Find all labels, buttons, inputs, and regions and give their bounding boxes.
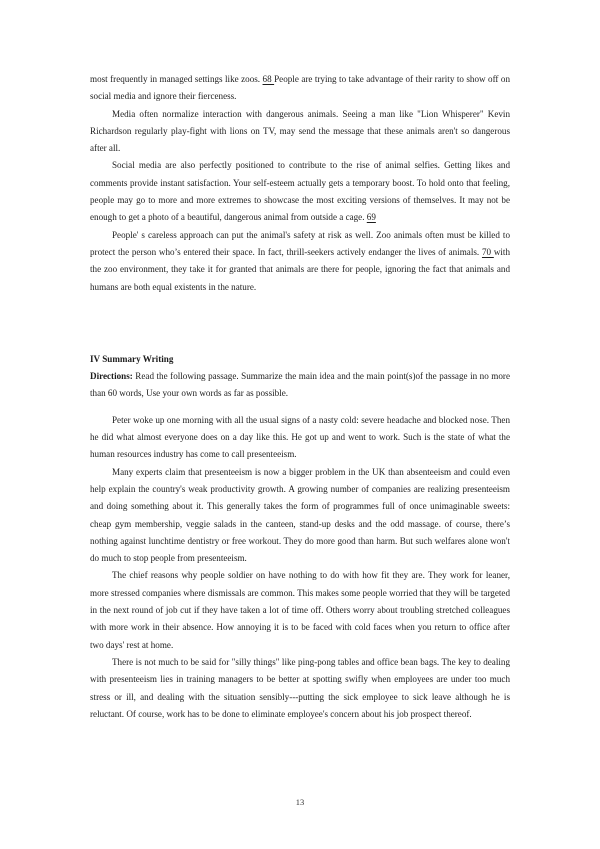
passage-paragraph-1 bbox=[90, 71, 510, 106]
paragraph-text: with the zoo environment, they take it for granted that animals are there for people, ignoring the fact that animals and humans are both equal existents in the nature. bbox=[90, 246, 510, 292]
paragraph-text: most frequently in managed settings like zoos. bbox=[90, 74, 263, 84]
summary-paragraph-4: There is not much to be said for "silly things" like ping-pong tables and office bean bags. The key to dealing with presenteeism lies in training managers to be better at spotting swifly when employees are under too much stress or ill, and dealing with the situation sensibly---putting the sick employee to sick leave although he is reluctant. Of course, work has to be done to eliminate employee's concern about his job prospect thereof. bbox=[90, 656, 510, 719]
directions-label: Directions: bbox=[90, 371, 133, 382]
section-title: IV Summary Writing bbox=[90, 353, 174, 364]
directions-spacer bbox=[90, 403, 510, 412]
passage-paragraph-3 bbox=[90, 157, 510, 226]
paragraph-text: People' s careless approach can put the animal's safety at risk as well. Zoo animals often must be killed to protect the person who’s entered their space. In fact, thrill-seekers actively endanger the lives of animals. bbox=[90, 229, 510, 257]
answer-blank-70: 70 bbox=[481, 246, 494, 257]
document-page bbox=[90, 71, 510, 723]
summary-paragraph-1: Peter woke up one morning with all the usual signs of a nasty cold: severe headache and blocked nose. Then he did what almost everyone does on a day like this. He got up and went to work. Such is the state of what the human resources industry has come to call presenteeism. bbox=[90, 414, 510, 460]
summary-paragraph-3: The chief reasons why people soldier on have nothing to do with how fit they are. They work for leaner, more stressed companies where dismissals are common. This makes some people worried that they will be targeted in the next round of job cut if they have taken a lot of time off. Others worry about troubling stretched colleagues with more work in their absence. How annoying it is to be faced with cold faces when you return to office after two days' rest at home. bbox=[90, 570, 510, 650]
summary-paragraph-2: Many experts claim that presenteeism is now a bigger problem in the UK than absenteeism and could even help explain the country's weak productivity growth. A growing number of companies are realizing presenteeism and doing something about it. This generally takes the form of programmes full of once unimaginable sweets: cheap gym membership, veggie salads in the canteen, stand-up desks and the odd massage. of course, there’s nothing against lunchtime dentistry or free workout. They do more good than harm. But such welfares alone won't do much to stop people from presenteeism. bbox=[90, 466, 510, 564]
answer-blank-68: 68 bbox=[262, 74, 275, 84]
page-number: 13 bbox=[295, 797, 305, 807]
paragraph-text: People are trying to take advantage of their rarity to show off on social media and ignore their fierceness. bbox=[90, 74, 511, 102]
answer-blank-69: 69 bbox=[366, 212, 376, 223]
paragraph-text: Social media are also perfectly positioned to contribute to the rise of animal selfies. Getting likes and comments provide instant satisfaction. Your self-esteem actually gets a temporary boost. To hold onto that feeling, people may go to more and more extremes to showcase the most exciting versions of themselves. It may not be enough to get a photo of a beautiful, dangerous animal from outside a cage. bbox=[90, 160, 510, 223]
passage-paragraph-4 bbox=[90, 227, 510, 296]
section-spacer bbox=[90, 296, 510, 351]
directions-text: Read the following passage. Summarize the main idea and the main point(s)of the passage in no more than 60 words, Use your own words as far as possible. bbox=[90, 371, 510, 399]
passage-paragraph-2: Media often normalize interaction with dangerous animals. Seeing a man like "Lion Whisperer" Kevin Richardson regularly play-fight with lions on TV, may send the message that these animals aren't so dangerous after all. bbox=[90, 108, 510, 154]
directions bbox=[90, 368, 510, 403]
